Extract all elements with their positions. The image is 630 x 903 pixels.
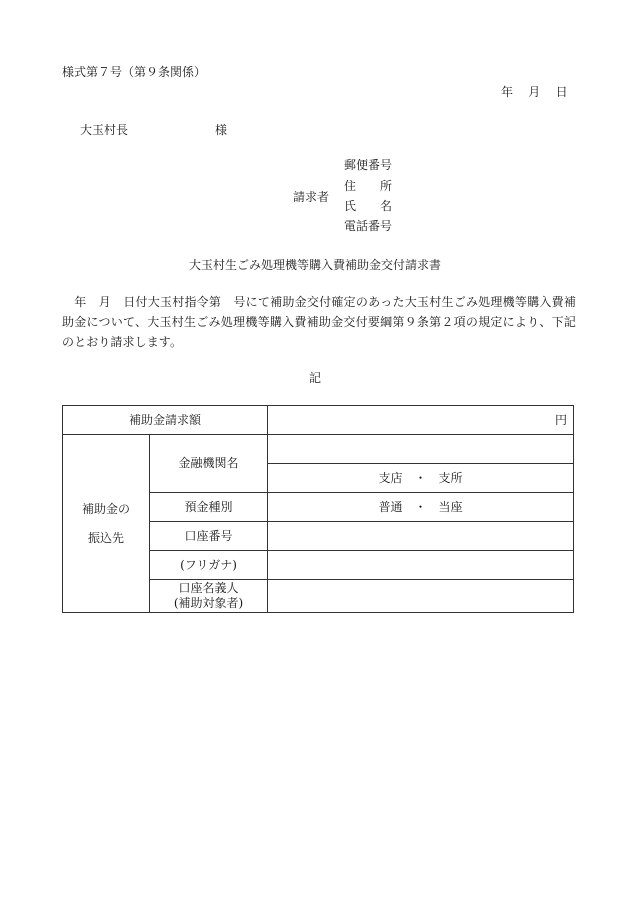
bank-name-cell[interactable] <box>268 435 574 464</box>
ki-label: 記 <box>308 371 321 385</box>
transfer-label-line2: 振込先 <box>87 530 124 545</box>
account-holder-label <box>150 580 268 613</box>
furigana-cell[interactable] <box>268 551 574 580</box>
branch-cell[interactable] <box>268 464 574 493</box>
document-title: 大玉村生ごみ処理機等購入費補助金交付請求書 <box>188 258 441 272</box>
branch-office-option: 支所 <box>438 470 463 485</box>
date-year: 年 <box>501 85 514 99</box>
date-month: 月 <box>528 85 541 99</box>
date-line <box>501 86 568 98</box>
account-number-cell[interactable] <box>268 522 574 551</box>
deposit-ordinary-option: 普通 <box>378 499 403 514</box>
deposit-type-cell[interactable] <box>268 493 574 522</box>
form-number: 様式第７号（第９条関係） <box>62 65 207 79</box>
addressee-honorific: 様 <box>215 123 228 137</box>
branch-option: 支店 <box>378 470 403 485</box>
body-text: 年 月 日付大玉村指令第 号にて補助金交付確定のあった大玉村生ごみ処理機等購入費補助金について、大玉村生ごみ処理機等購入費補助金交付要綱第９条第２項の規定により、下記のとおり請求します。 <box>62 295 576 349</box>
addressee <box>80 123 228 137</box>
transfer-table <box>62 405 574 613</box>
claimant-address: 住 所 <box>344 179 393 193</box>
transfer-destination-label <box>63 435 150 613</box>
branch-separator: ・ <box>414 470 427 485</box>
deposit-current-option: 当座 <box>438 499 463 514</box>
claimant-label: 請求者 <box>293 190 330 204</box>
account-holder-line2: (補助対象者) <box>173 596 244 610</box>
date-day: 日 <box>555 85 568 99</box>
claimant-phone: 電話番号 <box>344 219 393 233</box>
claim-amount-row <box>63 406 574 435</box>
deposit-type-label: 預金種別 <box>150 493 268 522</box>
account-number-label: 口座番号 <box>150 522 268 551</box>
claimant-name: 氏 名 <box>344 199 393 213</box>
deposit-separator: ・ <box>414 499 427 514</box>
account-holder-line1: 口座名義人 <box>178 581 239 595</box>
claim-amount-unit: 円 <box>555 412 568 427</box>
furigana-label: (フリガナ) <box>150 551 268 580</box>
account-holder-cell[interactable] <box>268 580 574 613</box>
claimant-postal-code: 郵便番号 <box>344 158 393 172</box>
claim-amount-cell[interactable] <box>268 406 574 435</box>
transfer-label-line1: 補助金の <box>81 501 130 516</box>
bank-name-row <box>63 435 574 464</box>
bank-name-label: 金融機関名 <box>150 435 268 493</box>
claim-amount-label: 補助金請求額 <box>63 406 268 435</box>
addressee-name: 大玉村長 <box>80 123 129 137</box>
